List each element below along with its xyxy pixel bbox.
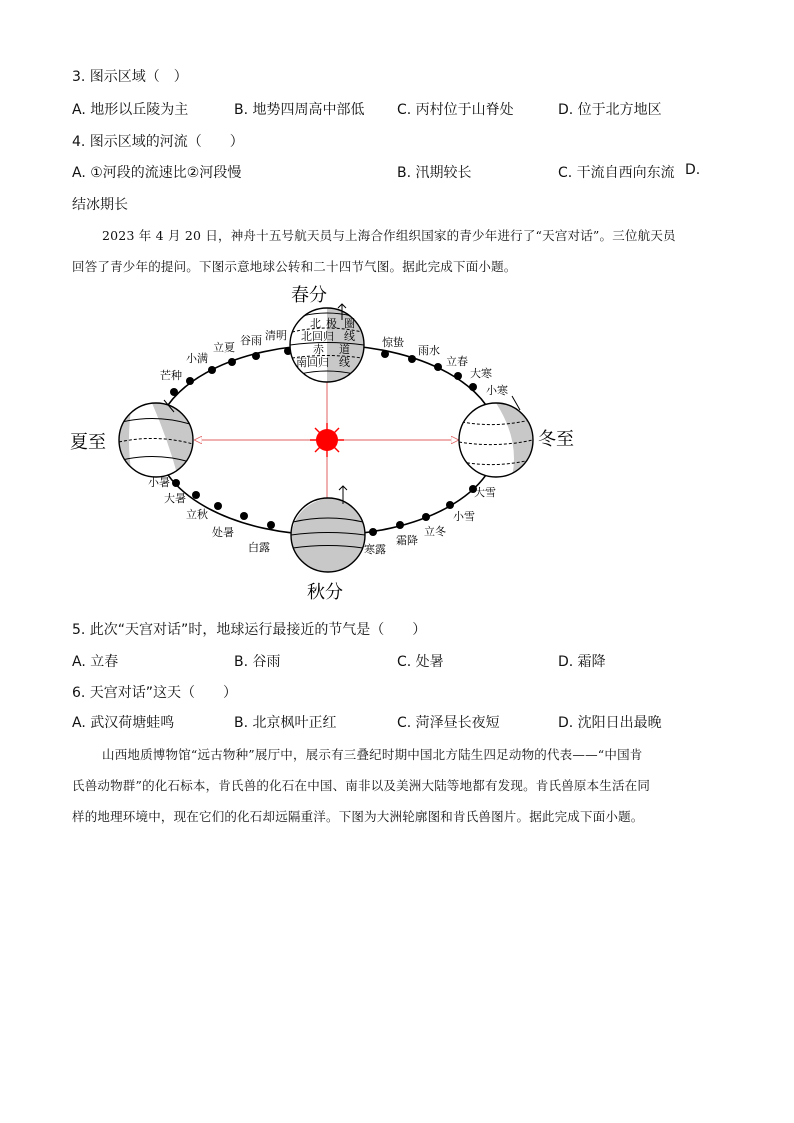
passage-1-line-1: 2023 年 4 月 20 日，神舟十五号航天员与上海合作组织国家的青少年进行了“天宫对话”。三位航天员	[102, 228, 676, 243]
globe-label-equator-2: 道	[339, 343, 350, 356]
question-6-stem: 6. 天宫对话”这天（ ）	[72, 685, 238, 701]
passage-2-line-3: 样的地理环境中，现在它们的化石却远隔重洋。下图为大洲轮廓图和肯氏兽图片。据此完成下面小题。	[72, 809, 644, 824]
earth-revolution-diagram	[60, 282, 600, 607]
q3-option-c[interactable]: C. 丙村位于山脊处	[397, 102, 514, 118]
question-5-stem: 5. 此次“天宫对话”时，地球运行最接近的节气是（ ）	[72, 622, 427, 638]
term-label: 立秋	[186, 508, 208, 521]
passage-2-line-2: 氏兽动物群”的化石标本，肯氏兽的化石在中国、南非以及美洲大陆等地都有发现。肯氏兽原本生活在同	[72, 778, 651, 793]
label-autumn-equinox: 秋分	[307, 582, 343, 603]
q3-option-b[interactable]: B. 地势四周高中部低	[234, 102, 365, 118]
q6-option-c[interactable]: C. 菏泽昼长夜短	[397, 715, 500, 731]
sun-icon	[310, 423, 344, 457]
label-summer-solstice: 夏至	[70, 432, 106, 453]
term-label: 小雪	[453, 510, 475, 523]
globe-label-line-2: 线	[339, 356, 350, 369]
globe-label-tropic-cancer: 北回归	[301, 330, 334, 343]
label-spring-equinox: 春分	[291, 285, 327, 306]
term-label: 立春	[446, 355, 468, 368]
term-label: 小满	[186, 352, 208, 365]
term-label: 惊蛰	[382, 336, 404, 349]
winter-solstice-earth	[459, 396, 533, 477]
globe-label-circle: 圈	[344, 317, 355, 330]
passage-1-line-2: 回答了青少年的提问。下图示意地球公转和二十四节气图。据此完成下面小题。	[72, 259, 517, 274]
q4-option-b[interactable]: B. 汛期较长	[397, 165, 472, 181]
q4-option-d-text: 结冰期长	[72, 197, 128, 213]
term-label: 霜降	[396, 534, 418, 547]
spring-equinox-earth	[290, 304, 364, 382]
globe-label-polar: 极	[326, 317, 337, 330]
q5-option-c[interactable]: C. 处暑	[397, 654, 444, 670]
term-label: 大寒	[470, 367, 492, 380]
globe-label-equator-1: 赤	[313, 343, 324, 356]
passage-2-line-1: 山西地质博物馆“远古物种”展厅中，展示有三叠纪时期中国北方陆生四足动物的代表——“中国肯	[102, 747, 643, 762]
q3-option-d[interactable]: D. 位于北方地区	[558, 102, 662, 118]
label-winter-solstice: 冬至	[538, 429, 574, 450]
question-4-stem: 4. 图示区域的河流（ ）	[72, 134, 244, 150]
term-label: 清明	[265, 329, 287, 342]
q6-option-b[interactable]: B. 北京枫叶正红	[234, 715, 337, 731]
term-label: 立冬	[424, 525, 446, 538]
q5-option-d[interactable]: D. 霜降	[558, 654, 606, 670]
q3-option-a[interactable]: A. 地形以丘陵为主	[72, 102, 189, 118]
term-label: 大雪	[474, 486, 496, 499]
globe-label-north: 北	[310, 317, 321, 330]
q4-option-a[interactable]: A. ①河段的流速比②河段慢	[72, 165, 242, 181]
term-label: 小寒	[486, 384, 508, 397]
term-label: 小暑	[148, 476, 170, 489]
term-label: 雨水	[418, 344, 440, 357]
term-label: 处暑	[212, 526, 234, 539]
q4-option-d[interactable]: D.	[685, 162, 701, 178]
term-label: 芒种	[160, 369, 182, 382]
q5-option-a[interactable]: A. 立春	[72, 654, 119, 670]
term-label: 寒露	[364, 543, 386, 556]
term-label: 立夏	[213, 341, 235, 354]
question-3-stem: 3. 图示区域（ ）	[72, 69, 188, 85]
summer-solstice-earth	[119, 400, 193, 477]
term-label: 白露	[248, 541, 270, 554]
term-label: 谷雨	[240, 334, 262, 347]
term-label: 大暑	[164, 492, 186, 505]
autumn-equinox-earth	[291, 486, 365, 572]
q6-option-a[interactable]: A. 武汉荷塘蛙鸣	[72, 715, 175, 731]
globe-label-line-1: 线	[344, 330, 355, 343]
globe-label-tropic-capricorn: 南回归	[296, 356, 329, 369]
q6-option-d[interactable]: D. 沈阳日出最晚	[558, 715, 662, 731]
q5-option-b[interactable]: B. 谷雨	[234, 654, 281, 670]
q4-option-c[interactable]: C. 干流自西向东流	[558, 165, 675, 181]
